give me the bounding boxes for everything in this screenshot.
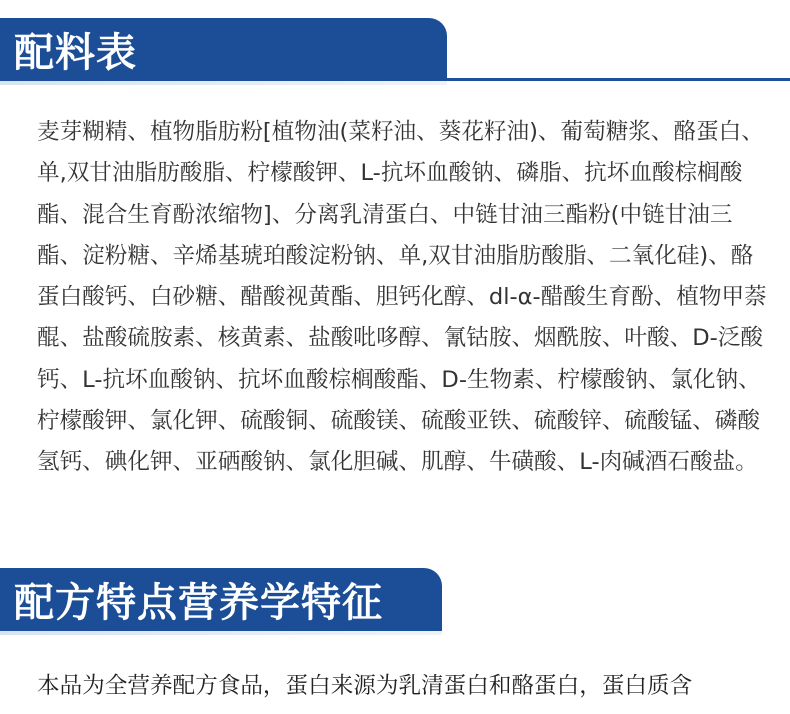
section-title-nutrition-features: 配方特点营养学特征 xyxy=(0,568,442,631)
section-title-ingredients: 配料表 xyxy=(0,18,447,81)
nutrition-features-text: 本品为全营养配方食品，蛋白来源为乳清蛋白和酪蛋白，蛋白质含 xyxy=(37,673,693,699)
ingredients-text: 麦芽糊精、植物脂肪粉[植物油(菜籽油、葵花籽油)、葡萄糖浆、酪蛋白、单,双甘油脂肪酸脂、柠檬酸钾、L-抗坏血酸钠、磷脂、抗坏血酸棕榈酸酯、混合生育酚浓缩物]、分离乳清蛋白、中链甘油三酯粉(中链甘油三酯、淀粉糖、辛烯基琥珀酸淀粉钠、单,双甘油脂肪酸脂、二氧化硅)、酪蛋白酸钙、白砂糖、醋酸视黄酯、胆钙化醇、dl-α-醋酸生育酚、植物甲萘醌、盐酸硫胺素、核黄素、盐酸吡哆醇、氰钴胺、烟酰胺、叶酸、D-泛酸钙、L-抗坏血酸钠、抗坏血酸棕榈酸酯、D-生物素、柠檬酸钠、氯化钠、柠檬酸钾、氯化钾、硫酸铜、硫酸镁、硫酸亚铁、硫酸锌、硫酸锰、磷酸氢钙、碘化钾、亚硒酸钠、氯化胆碱、肌醇、牛磺酸、L-肉碱酒石酸盐。 xyxy=(37,119,767,476)
